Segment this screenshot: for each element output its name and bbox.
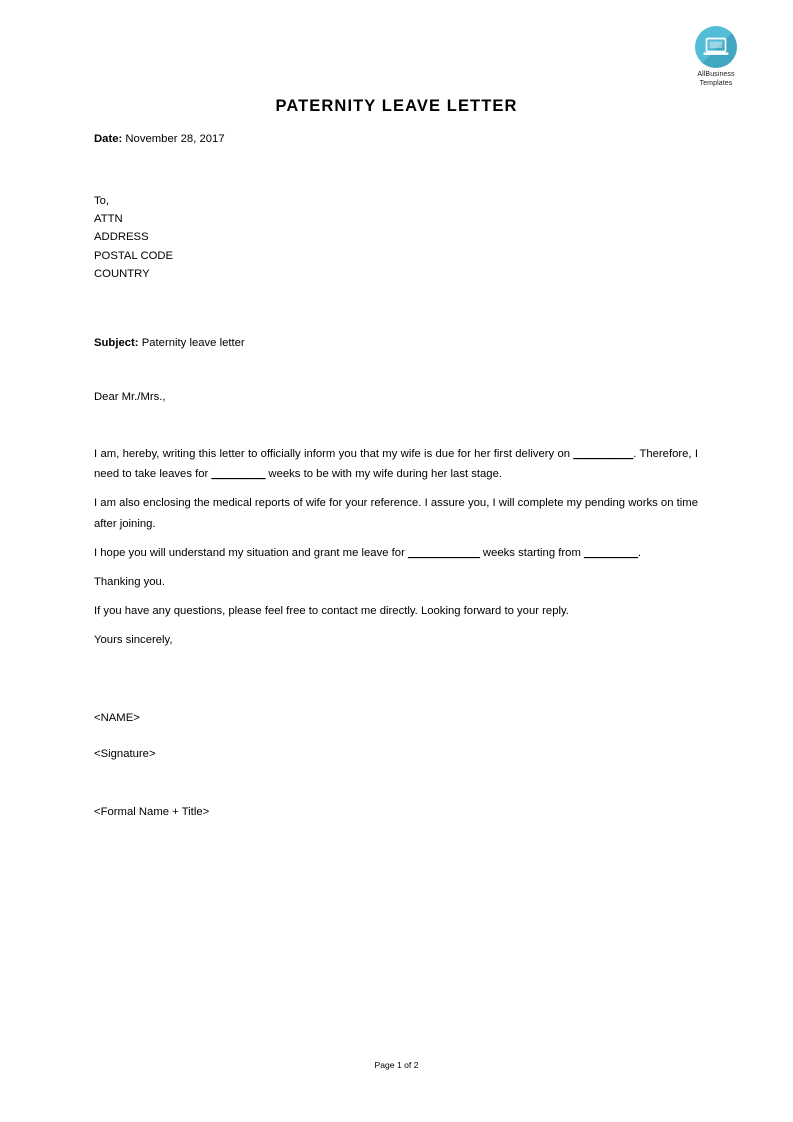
body-paragraph-1 [94, 444, 698, 484]
paragraph-1-text-a: I am, hereby, writing this letter to officially inform you that my wife is due for her first delivery on [94, 448, 574, 460]
list-item: ATTN [94, 213, 123, 226]
name-placeholder: <NAME> [94, 712, 140, 724]
laptop-glyph [695, 26, 737, 68]
page-title: PATERNITY LEAVE LETTER [275, 97, 518, 115]
fill-in-blank-weeks-2[interactable]: ____________ [407, 546, 480, 559]
fill-in-blank-start-date[interactable]: _________ [584, 546, 638, 559]
letter-body [94, 444, 698, 660]
brand-logo-block [678, 26, 754, 88]
date-row [94, 132, 698, 147]
date-value: November 28, 2017 [125, 133, 225, 145]
brand-caption-line-2: Templates [699, 80, 733, 87]
date-line [94, 132, 698, 147]
date-label: Date: [94, 133, 123, 145]
page-footer: Page 1 of 2 [374, 1060, 419, 1070]
fill-in-blank-weeks-1[interactable]: _________ [211, 468, 266, 481]
paragraph-1-text-c: weeks to be with my wife during her last stage. [265, 468, 503, 481]
brand-caption-line-1: AllBusiness [697, 71, 735, 78]
body-paragraph-3 [94, 543, 698, 563]
paragraph-3-text-b: weeks starting from [479, 546, 584, 559]
laptop-icon [695, 26, 737, 68]
closing-line: Yours sincerely, [94, 634, 173, 647]
list-item: ADDRESS [94, 231, 149, 244]
subject-value: Paternity leave letter [141, 337, 245, 349]
paragraph-3-text-c: . [637, 546, 641, 559]
list-item: POSTAL CODE [94, 249, 174, 262]
subject-label: Subject: [94, 337, 139, 349]
signature-block [94, 708, 209, 822]
body-paragraph-2: I am also enclosing the medical reports of wife for your reference. I assure you, I will complete my pending works on time after joining. [94, 497, 698, 530]
formal-name-title-placeholder: <Formal Name + Title> [94, 806, 210, 818]
signature-placeholder: <Signature> [94, 748, 156, 760]
brand-caption [678, 70, 754, 88]
paragraph-1-text-b: . Therefore, I need to take leaves for [94, 448, 698, 481]
paragraph-3-text-a: I hope you will understand my situation and grant me leave for [94, 546, 408, 559]
subject-line [94, 337, 245, 349]
salutation: Dear Mr./Mrs., [94, 391, 166, 403]
list-item: COUNTRY [94, 267, 150, 280]
body-paragraph-5: If you have any questions, please feel free to contact me directly. Looking forward to your reply. [94, 605, 569, 618]
list-item: To, [94, 195, 110, 207]
fill-in-blank-due-date[interactable]: __________ [573, 448, 634, 460]
recipient-address-block [94, 192, 173, 283]
body-paragraph-4: Thanking you. [94, 576, 165, 589]
